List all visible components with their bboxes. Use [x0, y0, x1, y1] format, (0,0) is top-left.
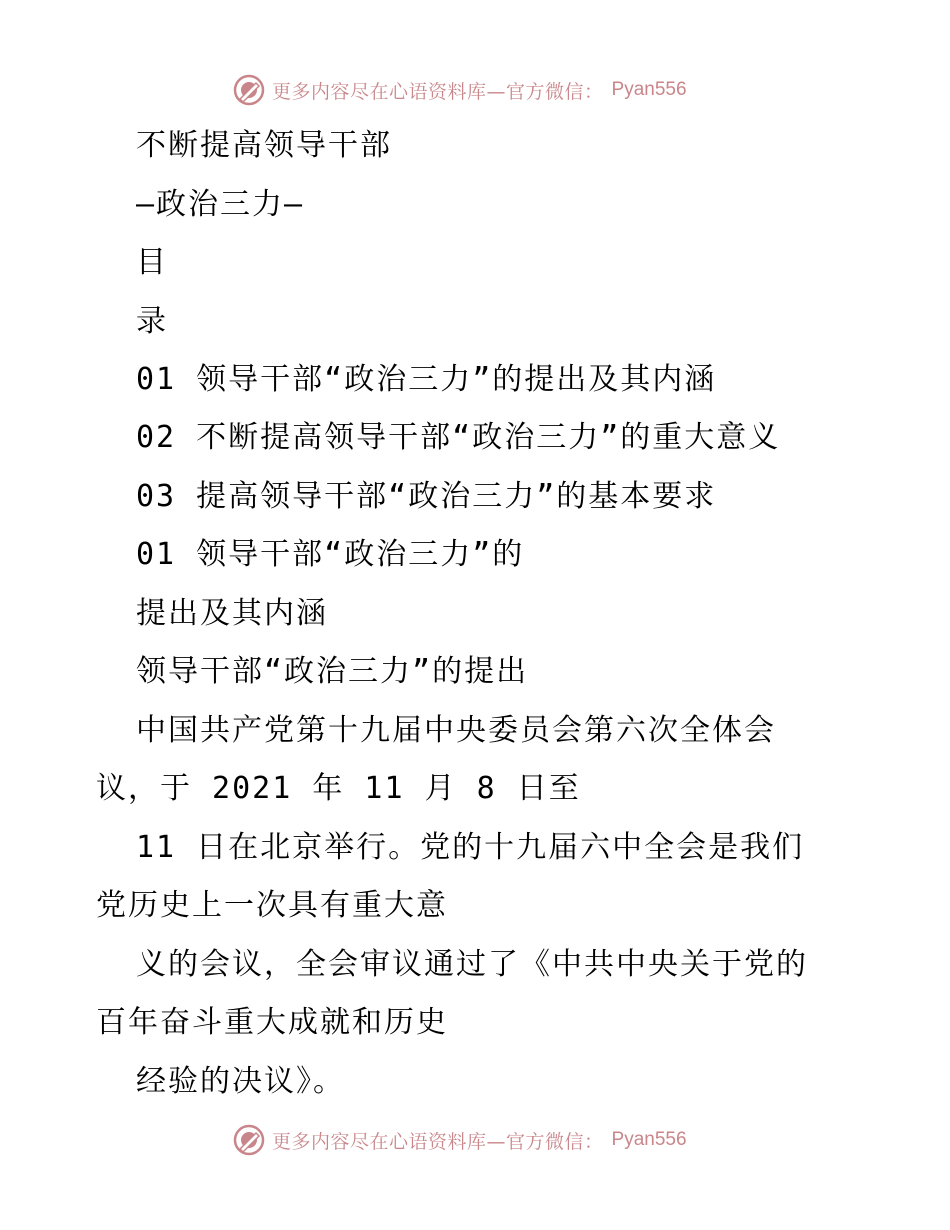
body-line-1: 中国共产党第十九届中央委员会第六次全体会 [136, 713, 776, 748]
doc-title-line-2: —政治三力— [136, 187, 305, 222]
watermark-footer [232, 1122, 687, 1158]
body-line-4: 党历史上一次具有重大意 [96, 888, 448, 923]
section-heading-line-1: 01 领导干部“政治三力”的 [136, 537, 525, 572]
toc-heading-char-2: 录 [136, 304, 168, 339]
watermark-text: 更多内容尽在心语资料库—官方微信： [272, 80, 604, 103]
doc-title-line-1: 不断提高领导干部 [136, 128, 392, 163]
pen-nib-logo-icon [232, 73, 266, 107]
watermark-wechat-id: Pyan556 [611, 1129, 687, 1150]
subsection-heading: 领导干部“政治三力”的提出 [136, 654, 529, 689]
watermark-wechat-id: Pyan556 [611, 79, 687, 100]
toc-item-2: 02 不断提高领导干部“政治三力”的重大意义 [136, 420, 781, 455]
body-line-2: 议，于 2021 年 11 月 8 日至 [96, 771, 581, 806]
toc-heading-char-1: 目 [136, 245, 168, 280]
body-line-3: 11 日在北京举行。党的十九届六中全会是我们 [136, 830, 805, 865]
pen-nib-logo-icon [232, 1123, 266, 1157]
toc-item-3: 03 提高领导干部“政治三力”的基本要求 [136, 479, 717, 514]
watermark-header [232, 72, 687, 108]
section-heading-line-2: 提出及其内涵 [136, 596, 328, 631]
body-line-5: 义的会议，全会审议通过了《中共中央关于党的 [136, 947, 808, 982]
body-line-6: 百年奋斗重大成就和历史 [96, 1005, 448, 1040]
watermark-text: 更多内容尽在心语资料库—官方微信： [272, 1130, 604, 1153]
toc-item-1: 01 领导干部“政治三力”的提出及其内涵 [136, 362, 717, 397]
body-line-7: 经验的决议》。 [136, 1064, 345, 1099]
